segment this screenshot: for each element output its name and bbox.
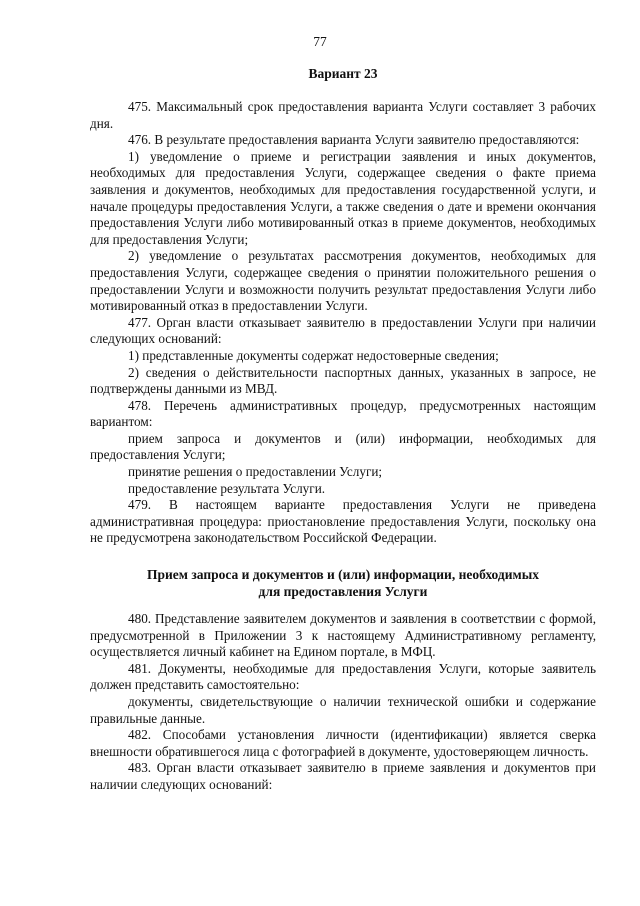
paragraphs-bottom xyxy=(90,611,596,794)
paragraph: документы, свидетельствующие о наличии технической ошибки и содержание правильные данные. xyxy=(90,693,596,726)
paragraph: 2) уведомление о результатах рассмотрения документов, необходимых для предоставления Услуги, содержащее сведения о принятии положительного решения о предоставлении Услуги и возможности получить результат предоставления Услуги либо мотивированный отказ в предоставлении Услуги. xyxy=(90,248,596,314)
variant-heading: Вариант 23 xyxy=(308,66,378,81)
paragraph: 478. Перечень административных процедур, предусмотренных настоящим вариантом: xyxy=(90,397,596,430)
section-heading xyxy=(90,567,596,600)
paragraph: принятие решения о предоставлении Услуги; xyxy=(128,464,383,480)
paragraph: 479. В настоящем варианте предоставления Услуги не приведена административная процедура: приостановление предоставления Услуги, поскольку она не предусмотрена законодательством Российской Федерации. xyxy=(90,497,596,546)
paragraph: 1) представленные документы содержат недостоверные сведения; xyxy=(128,347,499,363)
paragraph: 483. Орган власти отказывает заявителю в приеме заявления и документов при наличии следующих оснований: xyxy=(90,760,596,792)
paragraph: 476. В результате предоставления варианта Услуги заявителю предоставляются: xyxy=(128,132,580,148)
paragraph: 475. Максимальный срок предоставления варианта Услуги составляет 3 рабочих дня. xyxy=(90,99,596,131)
page-number: 77 xyxy=(313,34,327,49)
section-heading-line-1: Прием запроса и документов и (или) информации, необходимых xyxy=(146,567,540,582)
paragraph: прием запроса и документов и (или) информации, необходимых для предоставления Услуги; xyxy=(90,430,596,463)
section-heading-line-2: для предоставления Услуги xyxy=(258,583,428,599)
paragraph: 2) сведения о действительности паспортных данных, указанных в запросе, не подтверждены данными из МВД. xyxy=(90,364,596,397)
paragraph: 1) уведомление о приеме и регистрации заявления и иных документов, необходимых для предоставления Услуги, содержащее сведения о факте приема заявления и документов, необходимых для предоставления государственной услуги, и начале процедуры предоставления Услуги, а также сведения о дате и времени окончания предоставления Услуги либо мотивированный отказ в приеме документов, необходимых для предоставления Услуги; xyxy=(90,148,596,247)
paragraph: 481. Документы, необходимые для предоставления Услуги, которые заявитель должен представить самостоятельно: xyxy=(90,660,596,693)
paragraph: предоставление результата Услуги. xyxy=(128,480,326,496)
paragraph: 482. Способами установления личности (идентификации) является сверка внешности обратившегося лица с фотографией в документе, удостоверяющем личность. xyxy=(90,727,596,759)
paragraph: 480. Представление заявителем документов и заявления в соответствии с формой, предусмотренной в Приложении 3 к настоящему Административному регламенту, осуществляется личный кабинет на Едином портале, в МФЦ. xyxy=(90,611,596,660)
paragraphs-top xyxy=(90,99,596,547)
paragraph: 477. Орган власти отказывает заявителю в предоставлении Услуги при наличии следующих оснований: xyxy=(90,314,596,347)
